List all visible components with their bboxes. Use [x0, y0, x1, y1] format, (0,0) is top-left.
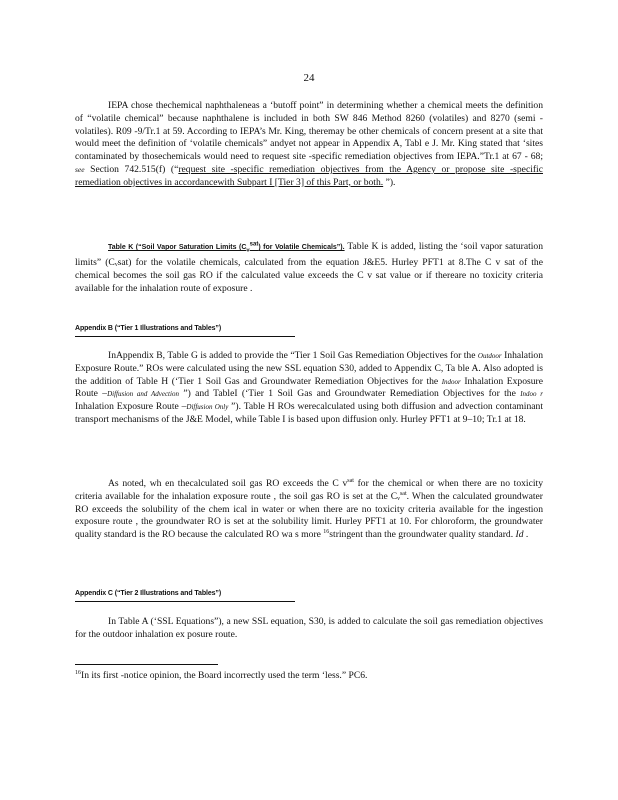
appb-p2-b: for the chemical or when there are no toxicity criteria available for the inhalation exposure route , the soil gas RO is set at the Cᵥ	[75, 478, 543, 502]
paragraph-naphthalene	[75, 100, 543, 190]
table-k-heading-b: ) for Volatile Chemicals”).	[258, 244, 345, 251]
appb-p1-small2: Indoor	[441, 377, 461, 386]
appb-p2-sup1: sat	[347, 477, 354, 484]
paragraph-appendix-b-2	[75, 478, 543, 542]
appb-p2-d: stringent than the groundwater quality standard.	[329, 529, 516, 541]
page-number: 24	[303, 72, 315, 84]
footnote-text: In its first -notice opinion, the Board incorrectly used the term ‘less.” PC6.	[81, 670, 368, 681]
appb-p1-small3: Diffusion and Advection	[107, 390, 179, 399]
appc-p1: In Table A (‘SSL Equations”), a new SSL equation, S30, is added to calculate the soil gas remediation objectives for the outdoor inhalation ex posure route.	[75, 616, 543, 640]
appendix-c-underline	[75, 601, 295, 602]
table-k-text: Table K is added, listing the ‘soil vapor saturation limits” (Cᵥsat) for the volatile chemicals, calculated from the equation J&E5. Hurley PFT1 at 8.The C v sat of the chemical becomes the soil gas RO if the calculated value exceeds the C v sat value or if thereare no toxicity criteria available for the inhalation route of exposure .	[75, 241, 544, 294]
p1-quoted-underlined: request site -specific remediation objectives from the Agency or propose site -specific remediation objectives in accordancewith Subpart I [Tier 3] of this Part, or both.	[75, 163, 543, 188]
appb-p1-e: Inhalation Exposure Route –	[75, 401, 187, 413]
footnote-16	[75, 670, 545, 682]
p1-text-a: IEPA chose thechemical naphthaleneas a ‘butoff point” in determining whether a chemical meets the definition of “volatile chemical” because naphthalene is included in both SW 846 Method 8260 (volatiles) and 8270 (semi -volatiles). R09 -9/Tr.1 at 59. According to IEPA’s Mr. King, theremay be other chemicals of concern present at a site that would meet the definition of ‘volatile chemicals” andyet not appear in Appendix A, Tabl e J. Mr. King stated that ‘sites contaminated by thosechemicals would need to request site -specific remediation objectives from IEPA.”Tr.1 at 67 - 68;	[75, 100, 543, 163]
appb-p1-small1: Outdoor	[477, 352, 502, 360]
appendix-c-heading: Appendix C (“Tier 2 Illustrations and Tables”)	[75, 590, 222, 597]
appb-p1-b: Inhalation Exposure Route.” ROs were calculated using the new SSL equation S30, added to Appendix C, Ta ble A. Also adopted is the addition of Table H (‘Tier 1 Soil Gas and Groundwater Remediation Objectives for the	[75, 350, 543, 387]
appendix-b-heading: Appendix B (“Tier 1 Illustrations and Tables”)	[75, 325, 222, 332]
appb-p2-c: . When the calculated groundwater RO exceeds the solubility of the chem ical in water or when there are no toxicity criteria available for the ingestion exposure route , the groundwater RO is set at the solubility limit. Hurley PFT1 at 10. For chloroform, the groundwater quality standard is the RO because the calculated RO wa s more	[75, 490, 543, 541]
appb-p1-a: InAppendix B, Table G is added to provide the “Tier 1 Soil Gas Remediation Objectives for the	[108, 350, 478, 361]
footnote-rule	[75, 664, 218, 665]
appb-p1-c: Inhalation Exposure Route –	[75, 375, 543, 400]
appb-p2-id: Id	[515, 529, 524, 541]
p1-text-b: Section 742.515(f) (“	[84, 163, 179, 175]
appb-p2-a: As noted, wh en thecalculated soil gas RO exceeds the C v	[108, 478, 348, 489]
p1-text-c: ”).	[383, 176, 396, 188]
appb-p1-small4: Indoo r	[520, 390, 543, 399]
appb-p2-e: .	[523, 529, 529, 541]
paragraph-table-k	[75, 241, 543, 296]
appb-p1-small5: Diffusion Only	[186, 403, 229, 412]
table-k-heading-a: Table K (“Soil Vapor Saturation Limits (C	[108, 244, 247, 251]
appb-p1-d: ”) and TableI (‘Tier 1 Soil Gas and Groundwater Remediation Objectives for the	[178, 388, 521, 400]
appb-p2-sup2: sat	[399, 490, 407, 497]
table-k-heading-sub: v	[246, 247, 250, 254]
paragraph-appendix-b-1	[75, 350, 543, 427]
p1-see: see	[75, 164, 85, 174]
table-k-heading-sup: sat	[249, 241, 259, 248]
appendix-b-underline	[75, 336, 295, 337]
footnote-ref-16: 16	[323, 529, 330, 535]
table-k-heading	[108, 241, 345, 254]
paragraph-appendix-c	[75, 616, 543, 642]
appb-p1-f: ”). Table H ROs werecalculated using both diffusion and advection contaminant transport mechanisms of the J&E Model, while Table I is based upon diffusion only. Hurley PFT1 at 9–10; Tr.1 at 18.	[75, 401, 543, 425]
footnote-number: 16	[75, 669, 81, 676]
